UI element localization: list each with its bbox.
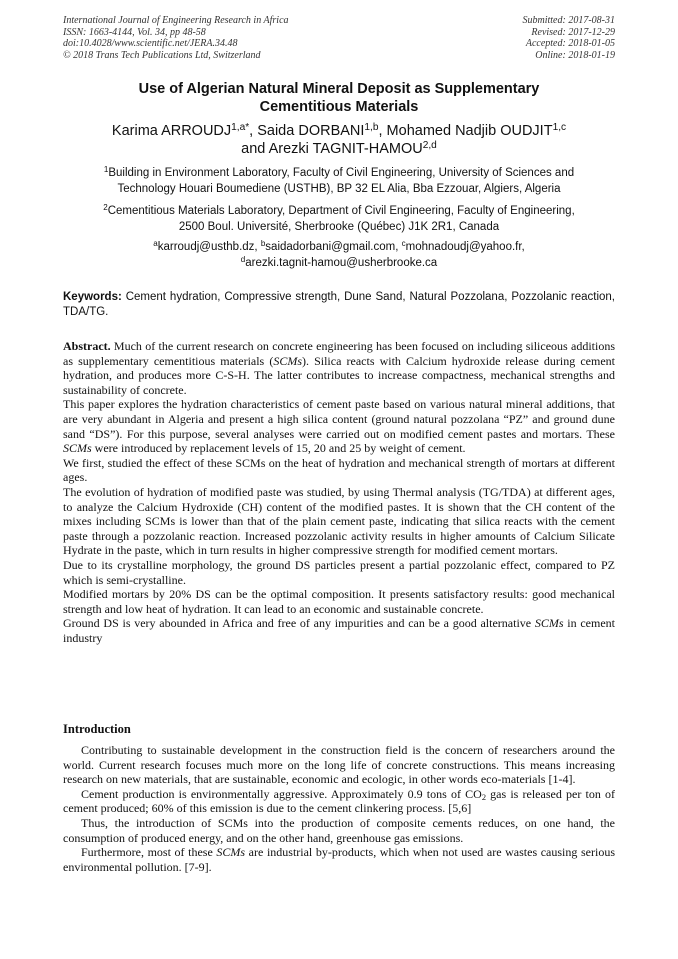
affiliation-2 <box>63 204 615 235</box>
email-link[interactable]: mohnadoudj@yahoo.fr, <box>405 241 525 253</box>
emails-line-2 <box>63 256 615 272</box>
abstract-paragraph: Modified mortars by 20% DS can be the optimal composition. It presents satisfactory results: good mechanical strength and low heat of hydration. It can lead to an economic and sustainable concrete. <box>63 587 615 616</box>
intro-paragraph: Thus, the introduction of SCMs into the production of composite cements reduces, on one hand, the consumption of produced energy, and on the other hand, greenhouse gas emissions. <box>63 815 615 845</box>
intro-text: are industrial by-products, which when not used are wastes causing serious environmental pollution. [7-9]. <box>63 845 615 874</box>
abstract <box>63 339 615 645</box>
abstract-text: in cement industry <box>63 616 615 645</box>
keywords <box>63 290 615 319</box>
intro-paragraph <box>63 787 615 816</box>
title-line-2: Cementitious Materials <box>259 99 419 115</box>
affiliation-2-line-1 <box>63 204 615 220</box>
intro-text: SCMs <box>216 845 246 860</box>
abstract-paragraph: We first, studied the effect of these SCMs on the heat of hydration and mechanical strength of mortars at different ages. <box>63 455 615 485</box>
intro-text: Furthermore, most of these <box>81 845 217 860</box>
author-affiliation-mark: 1,c <box>552 122 567 134</box>
accepted-date: Accepted: 2018-01-05 <box>525 38 615 49</box>
title-line-1: Use of Algerian Natural Mineral Deposit as Supplementary <box>138 81 540 97</box>
intro-paragraph: Contributing to sustainable development in the construction field is the concern of researchers around the world. Current research focuses much more on the long life of concrete constructions. This means increasing research on new materials, that are sustainable, economic and ecologic, in other words eco-materials [1-4]. <box>63 743 615 787</box>
affiliation-1-line-1 <box>63 166 615 182</box>
affiliation-text: Building in Environment Laboratory, Faculty of Civil Engineering, University of Sciences and <box>108 167 575 179</box>
keywords-text: Cement hydration, Compressive strength, Dune Sand, Natural Pozzolana, Pozzolanic reaction, TDA/TG. <box>63 291 615 318</box>
abstract-paragraph <box>63 339 615 397</box>
author-list <box>63 122 615 158</box>
journal-name: International Journal of Engineering Research in Africa <box>63 15 289 26</box>
journal-issn: ISSN: 1663-4144, Vol. 34, pp 48-58 <box>63 26 206 38</box>
email-mark: d <box>240 254 246 264</box>
author-name: Karima ARROUDJ <box>111 123 232 139</box>
affiliation-1-line-2: Technology Houari Boumediene (USTHB), BP 32 EL Alia, Bba Ezzouar, Algiers, Algeria <box>117 182 561 195</box>
author-name: and Arezki TAGNIT-HAMOU <box>241 141 423 157</box>
abstract-text: were introduced by replacement levels of 15, 20 and 25 by weight of cement. <box>91 441 466 456</box>
emails-line-1 <box>63 240 615 256</box>
author-affiliation-mark: 2,d <box>422 140 437 152</box>
journal-header <box>63 15 289 61</box>
abstract-text: This paper explores the hydration characteristics of cement paste based on various natural mineral additions, that are very abundant in Algeria and present a high silica content (ground natural pozzolana “PZ” and ground dune sand “DS”). For this purpose, several analyses were carried out on modified cement pastes and mortars. These <box>63 397 615 441</box>
abstract-text: Much of the current research on concrete engineering has been focused on including siliceous additions as supplementary cementitious materials ( <box>63 339 615 368</box>
introduction-body <box>63 743 615 874</box>
abstract-text: ). Silica reacts with Calcium hydroxide release during cement hydration, and produces more C-S-H. The latter contributes to increase compactness, mechanical strengths and sustainability of concrete. <box>63 353 616 397</box>
abstract-text: SCMs <box>534 616 564 631</box>
revised-date: Revised: 2017-12-29 <box>531 26 615 38</box>
journal-doi[interactable]: doi:10.4028/www.scientific.net/JERA.34.48 <box>63 38 238 49</box>
affiliation-number: 1 <box>103 165 109 175</box>
subscript: 2 <box>481 792 486 802</box>
submitted-date: Submitted: 2017-08-31 <box>522 15 615 26</box>
paper-title <box>63 80 615 116</box>
abstract-paragraph: The evolution of hydration of modified paste was studied, by using Thermal analysis (TG/TDA) at different ages, to analyze the Calcium Hydroxide (CH) content of the modified pastes. It is shown that the CH content of the mixes including SCMs is lower than that of the plain cement paste, indicating that silica reacts with the cement paste through a pozzolanic reaction. Increased pozzolanic activity results in higher amounts of Calcium Silicate Hydrate in the paste, which in turn results in higher compressive strength for modified cement mortars. <box>63 484 615 558</box>
email-link[interactable]: saidadorbani@gmail.com, <box>265 241 402 253</box>
submission-dates <box>523 15 616 61</box>
authors-line-2 <box>63 140 615 158</box>
affiliation-text: Cementitious Materials Laboratory, Department of Civil Engineering, Faculty of Engineering, <box>107 205 575 217</box>
author-name: , Saida DORBANI <box>249 123 365 139</box>
author-emails <box>63 240 615 271</box>
intro-paragraph <box>63 845 615 874</box>
abstract-paragraph: Due to its crystalline morphology, the ground DS particles present a partial pozzolanic effect, compared to PZ which is semi-crystalline. <box>63 557 615 587</box>
author-affiliation-mark: 1,b <box>364 122 379 134</box>
abstract-paragraph <box>63 397 615 455</box>
journal-copyright: © 2018 Trans Tech Publications Ltd, Switzerland <box>63 49 261 61</box>
abstract-text: SCMs <box>63 441 92 456</box>
abstract-text: SCMs <box>273 353 302 368</box>
author-affiliation-mark: 1,a* <box>231 122 250 134</box>
section-heading-introduction: Introduction <box>63 722 131 736</box>
email-mark: a <box>153 239 158 249</box>
online-date: Online: 2018-01-19 <box>535 49 615 61</box>
authors-line-1 <box>63 122 615 140</box>
abstract-label: Abstract. <box>63 339 111 353</box>
keywords-label: Keywords: <box>63 291 122 303</box>
email-mark: c <box>401 239 406 249</box>
email-link[interactable]: karroudj@usthb.dz, <box>157 241 261 253</box>
affiliation-number: 2 <box>103 203 108 213</box>
intro-text: gas is released per ton of cement produced; 60% of this emission is due to the cement clinkering process. [5,6] <box>63 786 615 816</box>
email-mark: b <box>260 239 266 249</box>
affiliation-2-line-2: 2500 Boul. Université, Sherbrooke (Québec) J1K 2R1, Canada <box>178 220 500 233</box>
affiliation-1 <box>63 166 615 197</box>
email-link[interactable]: arezki.tagnit-hamou@usherbrooke.ca <box>245 256 438 269</box>
abstract-text: Ground DS is very abounded in Africa and free of any impurities and can be a good alternative <box>63 616 535 631</box>
abstract-paragraph <box>63 616 615 645</box>
author-name: , Mohamed Nadjib OUDJIT <box>378 123 553 139</box>
intro-text: Cement production is environmentally aggressive. Approximately 0.9 tons of CO <box>81 786 482 801</box>
